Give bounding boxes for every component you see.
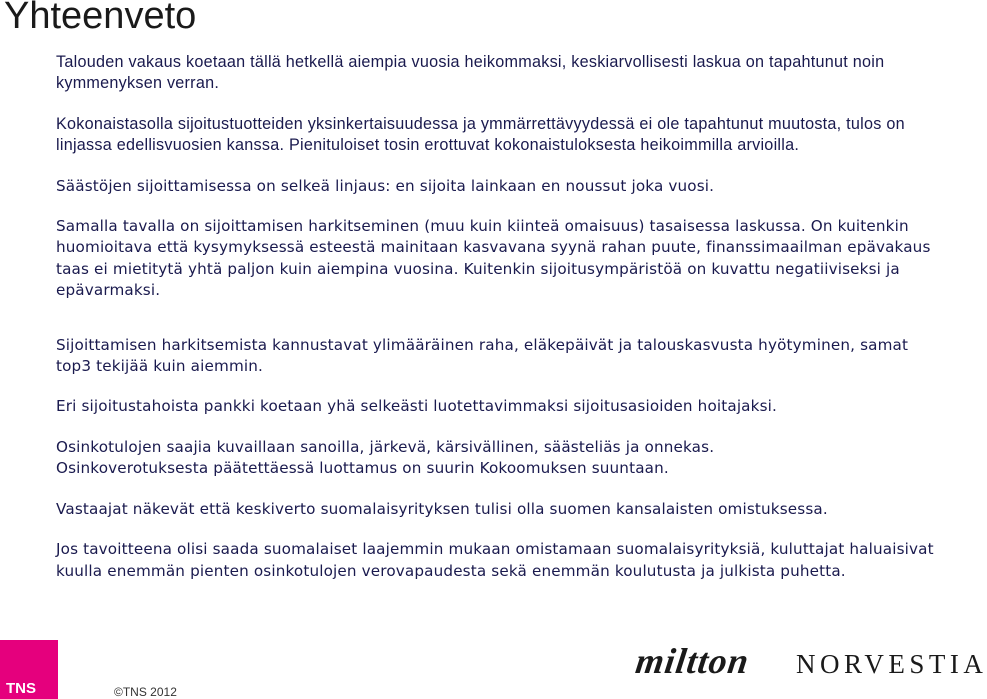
copyright-text: ©TNS 2012 xyxy=(114,685,177,699)
spacer xyxy=(56,302,936,335)
paragraph-dividend-taxation: Osinkoverotuksesta päätettäessä luottamus on suurin Kokoomuksen suuntaan. xyxy=(56,459,669,478)
miltton-logo: miltton xyxy=(633,641,752,681)
paragraph-economy-stability: Talouden vakaus koetaan tällä hetkellä aiempia vuosia heikommaksi, keskiarvollisesti laskua on tapahtunut noin kymmenyksen verran. xyxy=(56,53,885,93)
paragraph-bank-trust: Eri sijoitustahoista pankki koetaan yhä selkeästi luotettavimmaksi sijoitusasioiden hoitajaksi. xyxy=(56,397,777,416)
tns-logo-text: TNS xyxy=(6,680,36,697)
paragraph-savings-investing: Säästöjen sijoittamisessa on selkeä linjaus: en sijoita lainkaan en noussut joka vuosi. xyxy=(56,176,715,195)
norvestia-logo: NORVESTIA xyxy=(796,649,987,679)
paragraph-investment-consideration: Samalla tavalla on sijoittamisen harkitseminen (muu kuin kiinteä omaisuus) tasaisessa laskussa. On kuitenkin huomioitava että kysymyksessä esteestä mainitaan kasvavana syynä rahan puute, finanssimaailman epävakaus taas ei mietitytä yhtä paljon kuin aiempina vuosina. Kuitenkin sijoitusympäristöä on kuvattu negatiiviseksi ja epävarmaksi. xyxy=(56,217,931,300)
paragraph-dividend-recipients: Osinkotulojen saajia kuvaillaan sanoilla, järkevä, kärsivällinen, säästeliäs ja onnekas. xyxy=(56,437,715,456)
summary-content xyxy=(56,52,936,601)
page-title: Yhteenveto xyxy=(4,0,197,37)
paragraph-product-simplicity: Kokonaistasolla sijoitustuotteiden yksinkertaisuudessa ja ymmärrettävyydessä ei ole tapahtunut muutosta, tulos on linjassa edellisvuosien kanssa. Pienituloiset tosin erottuvat kokonaistuloksesta heikoimmilla arvioilla. xyxy=(56,114,905,155)
paragraph-investment-drivers: Sijoittamisen harkitsemista kannustavat ylimääräinen raha, eläkepäivät ja talouskasvusta hyötyminen, samat top3 tekijää kuin aiemmin. xyxy=(56,335,909,376)
paragraph-ownership: Vastaajat näkevät että keskiverto suomalaisyrityksen tulisi olla suomen kansalaisten omistuksessa. xyxy=(56,499,828,518)
paragraph-engagement-goal: Jos tavoitteena olisi saada suomalaiset laajemmin mukaan omistamaan suomalaisyrityksiä, kuluttajat haluaisivat kuulla enemmän pienten osinkotulojen verovapaudesta sekä enemmän koulutusta ja julkista puhetta. xyxy=(56,540,934,580)
tns-logo xyxy=(0,640,58,699)
